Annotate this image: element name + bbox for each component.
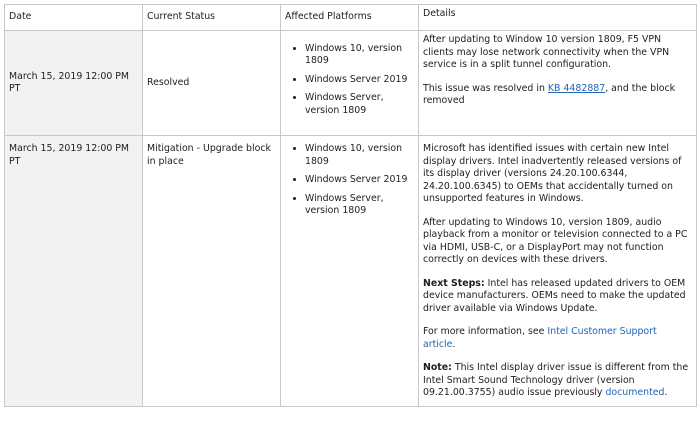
platform-item: • Windows Server, version 1809 (305, 193, 414, 218)
table-row (5, 31, 697, 136)
intel-support-link[interactable]: Intel Customer Support article (423, 326, 657, 350)
details-text: This Intel display driver issue is different from the Intel Smart Sound Technology driver (version 09.21.00.3755) audio issue previously (423, 362, 689, 398)
header-details: Details (419, 5, 697, 31)
kb-link[interactable]: KB 4482887 (547, 82, 606, 94)
header-status: Current Status (143, 5, 281, 31)
details-paragraph (423, 326, 692, 351)
details-text: For more information, see (423, 326, 548, 337)
table-row (5, 136, 697, 407)
issues-table (4, 4, 697, 407)
header-date: Date (5, 5, 143, 31)
details-text: . (452, 338, 456, 350)
cell-platforms (281, 31, 419, 136)
cell-date: March 15, 2019 12:00 PM PT (5, 31, 143, 136)
details-paragraph (423, 83, 692, 108)
platform-item: • Windows Server 2019 (305, 74, 414, 87)
next-steps-label: Next Steps: (423, 277, 485, 289)
details-paragraph: After updating to Windows 10, version 1809, audio playback from a monitor or television connected to a PC via HDMI, USB-C, or a DisplayPort may not function correctly on devices with these drivers. (423, 216, 688, 265)
details-paragraph (423, 278, 692, 316)
documented-link[interactable]: documented (605, 387, 665, 398)
note-label: Note: (423, 362, 452, 373)
platform-list (285, 143, 414, 218)
cell-platforms (281, 136, 419, 407)
cell-date: March 15, 2019 12:00 PM PT (5, 136, 143, 407)
platform-item: • Windows Server 2019 (305, 174, 414, 187)
header-platforms: Affected Platforms (281, 5, 419, 31)
details-text: , and the block removed (423, 82, 676, 106)
details-paragraph: After updating to Window 10 version 1809, F5 VPN clients may lose network connectivity when the VPN service is in a split tunnel configuration. (423, 34, 670, 70)
details-paragraph: Microsoft has identified issues with certain new Intel display drivers. Intel inadvertently released versions of its display driver (versions 24.20.100.6344, 24.20.100.6345) to OEMs that accidentally turned on unsupported features in Windows. (423, 143, 682, 204)
details-text: . (664, 387, 668, 398)
cell-details (419, 136, 697, 407)
platform-list (285, 43, 414, 118)
platform-item: • Windows 10, version 1809 (305, 143, 414, 168)
cell-status: Resolved (143, 31, 281, 136)
details-text: Intel has released updated drivers to OEM device manufacturers. OEMs need to make the updated driver available via Windows Update. (423, 277, 686, 314)
cell-details (419, 31, 697, 136)
header-row (5, 5, 697, 31)
cell-status: Mitigation - Upgrade block in place (143, 136, 281, 407)
platform-item: • Windows 10, version 1809 (305, 43, 414, 68)
platform-item: • Windows Server, version 1809 (305, 92, 414, 117)
details-text: This issue was resolved in (423, 82, 548, 94)
details-paragraph (423, 362, 692, 400)
